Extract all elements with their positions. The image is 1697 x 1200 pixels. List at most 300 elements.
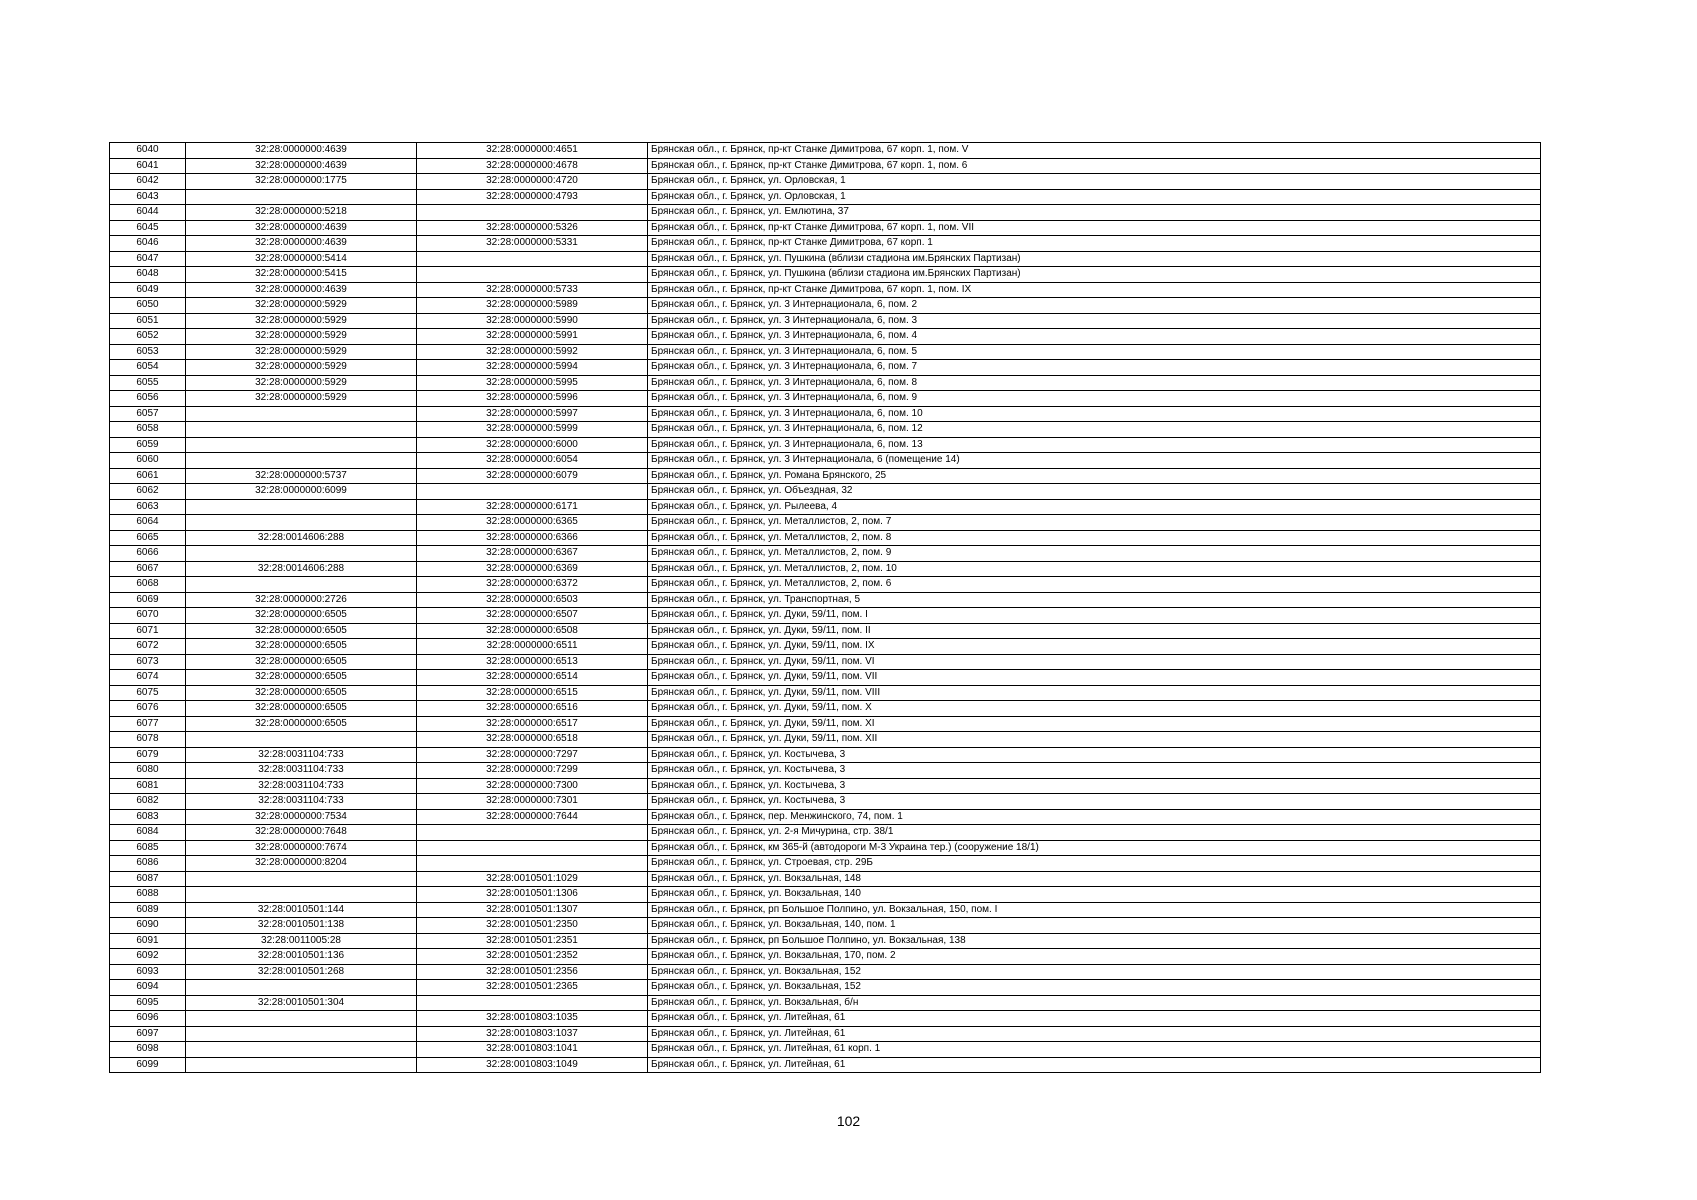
cell-parcel-number <box>186 1026 417 1042</box>
cell-row-number: 6060 <box>110 453 186 469</box>
cell-row-number: 6088 <box>110 887 186 903</box>
cell-address: Брянская обл., г. Брянск, ул. Пушкина (вблизи стадиона им.Брянских Партизан) <box>648 251 1541 267</box>
cell-row-number: 6064 <box>110 515 186 531</box>
cell-parcel-number: 32:28:0014606:288 <box>186 561 417 577</box>
cell-address: Брянская обл., г. Брянск, пр-кт Станке Димитрова, 67 корп. 1, пом. VII <box>648 220 1541 236</box>
cell-object-number: 32:28:0000000:5331 <box>417 236 648 252</box>
cell-object-number: 32:28:0000000:5991 <box>417 329 648 345</box>
cell-parcel-number: 32:28:0000000:5929 <box>186 313 417 329</box>
cell-row-number: 6094 <box>110 980 186 996</box>
cell-object-number: 32:28:0000000:6079 <box>417 468 648 484</box>
cell-parcel-number: 32:28:0031104:733 <box>186 747 417 763</box>
cell-object-number: 32:28:0010501:2365 <box>417 980 648 996</box>
cell-parcel-number: 32:28:0000000:5414 <box>186 251 417 267</box>
cell-object-number: 32:28:0000000:6503 <box>417 592 648 608</box>
cell-object-number: 32:28:0000000:6054 <box>417 453 648 469</box>
cell-row-number: 6083 <box>110 809 186 825</box>
cell-address: Брянская обл., г. Брянск, ул. Вокзальная, 148 <box>648 871 1541 887</box>
cell-object-number: 32:28:0010803:1035 <box>417 1011 648 1027</box>
table-row <box>110 995 1541 1011</box>
table-row <box>110 267 1541 283</box>
cell-parcel-number <box>186 577 417 593</box>
cell-address: Брянская обл., г. Брянск, ул. Дуки, 59/11, пом. VI <box>648 654 1541 670</box>
cell-object-number: 32:28:0000000:5733 <box>417 282 648 298</box>
cell-parcel-number: 32:28:0000000:5415 <box>186 267 417 283</box>
cell-object-number: 32:28:0010501:1306 <box>417 887 648 903</box>
cell-address: Брянская обл., г. Брянск, ул. Вокзальная, б/н <box>648 995 1541 1011</box>
table-row <box>110 902 1541 918</box>
cell-address: Брянская обл., г. Брянск, ул. 3 Интернационала, 6, пом. 3 <box>648 313 1541 329</box>
table-row <box>110 887 1541 903</box>
cell-row-number: 6045 <box>110 220 186 236</box>
cell-row-number: 6075 <box>110 685 186 701</box>
cell-row-number: 6073 <box>110 654 186 670</box>
table-row <box>110 189 1541 205</box>
cell-row-number: 6043 <box>110 189 186 205</box>
cell-row-number: 6040 <box>110 143 186 159</box>
cell-object-number: 32:28:0000000:7297 <box>417 747 648 763</box>
cell-row-number: 6070 <box>110 608 186 624</box>
cell-object-number <box>417 825 648 841</box>
table-row <box>110 360 1541 376</box>
cell-row-number: 6063 <box>110 499 186 515</box>
cell-object-number: 32:28:0000000:5326 <box>417 220 648 236</box>
cell-address: Брянская обл., г. Брянск, ул. Литейная, 61 <box>648 1057 1541 1073</box>
table-row <box>110 329 1541 345</box>
cell-object-number: 32:28:0010501:1307 <box>417 902 648 918</box>
cell-address: Брянская обл., г. Брянск, ул. Орловская, 1 <box>648 189 1541 205</box>
cell-address: Брянская обл., г. Брянск, ул. 3 Интернационала, 6, пом. 10 <box>648 406 1541 422</box>
cell-parcel-number <box>186 732 417 748</box>
cell-address: Брянская обл., г. Брянск, ул. Металлистов, 2, пом. 6 <box>648 577 1541 593</box>
table-row <box>110 701 1541 717</box>
cell-parcel-number: 32:28:0000000:5929 <box>186 329 417 345</box>
table-row <box>110 716 1541 732</box>
cell-row-number: 6074 <box>110 670 186 686</box>
cell-parcel-number <box>186 1042 417 1058</box>
cell-object-number <box>417 995 648 1011</box>
cell-address: Брянская обл., г. Брянск, ул. Дуки, 59/11, пом. XII <box>648 732 1541 748</box>
cell-parcel-number: 32:28:0010501:144 <box>186 902 417 918</box>
cell-parcel-number: 32:28:0010501:136 <box>186 949 417 965</box>
cell-address: Брянская обл., г. Брянск, ул. Металлистов, 2, пом. 10 <box>648 561 1541 577</box>
cell-parcel-number: 32:28:0000000:5218 <box>186 205 417 221</box>
cell-address: Брянская обл., г. Брянск, км 365-й (автодороги М-3 Украина тер.) (сооружение 18/1) <box>648 840 1541 856</box>
cell-object-number: 32:28:0000000:6518 <box>417 732 648 748</box>
table-row <box>110 670 1541 686</box>
cell-row-number: 6077 <box>110 716 186 732</box>
cell-object-number: 32:28:0000000:6517 <box>417 716 648 732</box>
cell-object-number <box>417 840 648 856</box>
cell-parcel-number: 32:28:0000000:7534 <box>186 809 417 825</box>
cell-address: Брянская обл., г. Брянск, ул. Литейная, 61 <box>648 1026 1541 1042</box>
cell-row-number: 6044 <box>110 205 186 221</box>
cell-object-number: 32:28:0000000:5992 <box>417 344 648 360</box>
cell-parcel-number: 32:28:0000000:6505 <box>186 685 417 701</box>
table-row <box>110 747 1541 763</box>
cell-row-number: 6098 <box>110 1042 186 1058</box>
cell-row-number: 6081 <box>110 778 186 794</box>
cell-row-number: 6086 <box>110 856 186 872</box>
cell-row-number: 6042 <box>110 174 186 190</box>
cell-object-number: 32:28:0000000:4720 <box>417 174 648 190</box>
cell-object-number: 32:28:0010501:2351 <box>417 933 648 949</box>
table-row <box>110 298 1541 314</box>
table-row <box>110 1042 1541 1058</box>
cell-address: Брянская обл., г. Брянск, ул. Металлистов, 2, пом. 7 <box>648 515 1541 531</box>
cell-address: Брянская обл., г. Брянск, пр-кт Станке Димитрова, 67 корп. 1, пом. IX <box>648 282 1541 298</box>
cell-row-number: 6052 <box>110 329 186 345</box>
cell-parcel-number <box>186 189 417 205</box>
table-row <box>110 546 1541 562</box>
cell-address: Брянская обл., г. Брянск, ул. 3 Интернационала, 6, пом. 7 <box>648 360 1541 376</box>
cell-object-number: 32:28:0000000:6171 <box>417 499 648 515</box>
cell-address: Брянская обл., г. Брянск, ул. Вокзальная, 152 <box>648 964 1541 980</box>
cell-row-number: 6079 <box>110 747 186 763</box>
cell-row-number: 6053 <box>110 344 186 360</box>
table-row <box>110 530 1541 546</box>
table-row <box>110 205 1541 221</box>
cell-object-number: 32:28:0000000:5999 <box>417 422 648 438</box>
cell-parcel-number: 32:28:0000000:7648 <box>186 825 417 841</box>
cell-parcel-number <box>186 406 417 422</box>
cell-parcel-number: 32:28:0000000:4639 <box>186 158 417 174</box>
cell-object-number: 32:28:0000000:6369 <box>417 561 648 577</box>
cell-address: Брянская обл., г. Брянск, ул. 3 Интернационала, 6 (помещение 14) <box>648 453 1541 469</box>
cell-object-number <box>417 267 648 283</box>
table-row <box>110 856 1541 872</box>
cell-address: Брянская обл., г. Брянск, ул. 3 Интернационала, 6, пом. 5 <box>648 344 1541 360</box>
cell-address: Брянская обл., г. Брянск, ул. Орловская, 1 <box>648 174 1541 190</box>
cell-address: Брянская обл., г. Брянск, ул. Дуки, 59/11, пом. I <box>648 608 1541 624</box>
cell-parcel-number: 32:28:0000000:6505 <box>186 701 417 717</box>
table-row <box>110 871 1541 887</box>
cell-object-number: 32:28:0000000:6367 <box>417 546 648 562</box>
cell-object-number: 32:28:0000000:5989 <box>417 298 648 314</box>
cell-row-number: 6062 <box>110 484 186 500</box>
cell-row-number: 6085 <box>110 840 186 856</box>
table-row <box>110 1026 1541 1042</box>
cell-parcel-number: 32:28:0000000:7674 <box>186 840 417 856</box>
cell-row-number: 6069 <box>110 592 186 608</box>
cell-address: Брянская обл., г. Брянск, ул. Строевая, стр. 29Б <box>648 856 1541 872</box>
cell-row-number: 6067 <box>110 561 186 577</box>
cell-row-number: 6096 <box>110 1011 186 1027</box>
cell-object-number: 32:28:0010501:2350 <box>417 918 648 934</box>
cell-object-number: 32:28:0000000:7300 <box>417 778 648 794</box>
cell-parcel-number: 32:28:0000000:6505 <box>186 639 417 655</box>
cell-object-number: 32:28:0010501:2352 <box>417 949 648 965</box>
table-row <box>110 375 1541 391</box>
cell-address: Брянская обл., г. Брянск, ул. 3 Интернационала, 6, пом. 8 <box>648 375 1541 391</box>
cell-address: Брянская обл., г. Брянск, ул. 3 Интернационала, 6, пом. 9 <box>648 391 1541 407</box>
cell-row-number: 6050 <box>110 298 186 314</box>
table-row <box>110 964 1541 980</box>
cell-row-number: 6078 <box>110 732 186 748</box>
table-row <box>110 685 1541 701</box>
cell-object-number: 32:28:0000000:6366 <box>417 530 648 546</box>
cell-row-number: 6048 <box>110 267 186 283</box>
table-row <box>110 143 1541 159</box>
table-row <box>110 484 1541 500</box>
cell-row-number: 6068 <box>110 577 186 593</box>
cell-object-number: 32:28:0000000:6372 <box>417 577 648 593</box>
cell-parcel-number <box>186 515 417 531</box>
cell-address: Брянская обл., г. Брянск, пр-кт Станке Димитрова, 67 корп. 1, пом. 6 <box>648 158 1541 174</box>
table-row <box>110 1011 1541 1027</box>
cell-row-number: 6065 <box>110 530 186 546</box>
table-row <box>110 639 1541 655</box>
cell-parcel-number: 32:28:0031104:733 <box>186 778 417 794</box>
cell-address: Брянская обл., г. Брянск, ул. 3 Интернационала, 6, пом. 13 <box>648 437 1541 453</box>
cell-address: Брянская обл., г. Брянск, ул. Костычева, 3 <box>648 794 1541 810</box>
cell-parcel-number: 32:28:0000000:5929 <box>186 360 417 376</box>
cadastral-table <box>109 142 1541 1073</box>
cell-parcel-number <box>186 887 417 903</box>
table-row <box>110 1057 1541 1073</box>
table-row <box>110 949 1541 965</box>
page-number: 102 <box>836 1113 861 1129</box>
cell-address: Брянская обл., г. Брянск, ул. 3 Интернационала, 6, пом. 12 <box>648 422 1541 438</box>
cell-object-number: 32:28:0000000:6507 <box>417 608 648 624</box>
cell-parcel-number: 32:28:0000000:4639 <box>186 282 417 298</box>
table-row <box>110 561 1541 577</box>
table-row <box>110 778 1541 794</box>
cell-row-number: 6087 <box>110 871 186 887</box>
cell-parcel-number: 32:28:0000000:6505 <box>186 670 417 686</box>
cell-row-number: 6092 <box>110 949 186 965</box>
cell-address: Брянская обл., г. Брянск, ул. Объездная, 32 <box>648 484 1541 500</box>
cell-object-number: 32:28:0000000:6365 <box>417 515 648 531</box>
cell-address: Брянская обл., г. Брянск, ул. Рылеева, 4 <box>648 499 1541 515</box>
cell-row-number: 6055 <box>110 375 186 391</box>
cell-address: Брянская обл., г. Брянск, пер. Менжинского, 74, пом. 1 <box>648 809 1541 825</box>
cell-parcel-number: 32:28:0010501:304 <box>186 995 417 1011</box>
cell-parcel-number: 32:28:0000000:2726 <box>186 592 417 608</box>
cell-parcel-number: 32:28:0000000:4639 <box>186 236 417 252</box>
table-row <box>110 251 1541 267</box>
table-row <box>110 809 1541 825</box>
cell-address: Брянская обл., г. Брянск, ул. Литейная, 61 корп. 1 <box>648 1042 1541 1058</box>
cell-parcel-number: 32:28:0000000:6505 <box>186 623 417 639</box>
cell-parcel-number <box>186 499 417 515</box>
cell-address: Брянская обл., г. Брянск, ул. Костычева, 3 <box>648 778 1541 794</box>
cell-object-number: 32:28:0000000:5994 <box>417 360 648 376</box>
cell-row-number: 6056 <box>110 391 186 407</box>
table-row <box>110 406 1541 422</box>
cell-address: Брянская обл., г. Брянск, пр-кт Станке Димитрова, 67 корп. 1 <box>648 236 1541 252</box>
cell-parcel-number: 32:28:0000000:6505 <box>186 716 417 732</box>
cell-parcel-number: 32:28:0000000:4639 <box>186 143 417 159</box>
cell-address: Брянская обл., г. Брянск, ул. Вокзальная, 170, пом. 2 <box>648 949 1541 965</box>
cell-object-number <box>417 205 648 221</box>
cell-address: Брянская обл., г. Брянск, пр-кт Станке Димитрова, 67 корп. 1, пом. V <box>648 143 1541 159</box>
cell-object-number: 32:28:0000000:5995 <box>417 375 648 391</box>
cell-parcel-number: 32:28:0000000:6099 <box>186 484 417 500</box>
table-row <box>110 468 1541 484</box>
cell-row-number: 6061 <box>110 468 186 484</box>
cell-row-number: 6082 <box>110 794 186 810</box>
table-row <box>110 732 1541 748</box>
table-row <box>110 825 1541 841</box>
cell-address: Брянская обл., г. Брянск, ул. Дуки, 59/11, пом. IX <box>648 639 1541 655</box>
table-row <box>110 499 1541 515</box>
cell-address: Брянская обл., г. Брянск, ул. Литейная, 61 <box>648 1011 1541 1027</box>
cell-row-number: 6046 <box>110 236 186 252</box>
cell-object-number: 32:28:0000000:5990 <box>417 313 648 329</box>
cell-parcel-number: 32:28:0000000:5929 <box>186 375 417 391</box>
cell-parcel-number: 32:28:0010501:268 <box>186 964 417 980</box>
cell-row-number: 6091 <box>110 933 186 949</box>
cell-row-number: 6095 <box>110 995 186 1011</box>
cell-row-number: 6089 <box>110 902 186 918</box>
cell-parcel-number: 32:28:0000000:5737 <box>186 468 417 484</box>
table-row <box>110 608 1541 624</box>
cell-row-number: 6076 <box>110 701 186 717</box>
cell-object-number: 32:28:0000000:5997 <box>417 406 648 422</box>
cell-parcel-number <box>186 1011 417 1027</box>
cell-object-number <box>417 251 648 267</box>
cell-object-number: 32:28:0000000:6515 <box>417 685 648 701</box>
cell-address: Брянская обл., г. Брянск, ул. Пушкина (вблизи стадиона им.Брянских Партизан) <box>648 267 1541 283</box>
cell-object-number: 32:28:0000000:6516 <box>417 701 648 717</box>
cell-object-number: 32:28:0000000:6000 <box>417 437 648 453</box>
table-row <box>110 577 1541 593</box>
table-row <box>110 933 1541 949</box>
cell-object-number: 32:28:0010501:2356 <box>417 964 648 980</box>
cell-row-number: 6097 <box>110 1026 186 1042</box>
cell-object-number <box>417 856 648 872</box>
table-row <box>110 515 1541 531</box>
cell-address: Брянская обл., г. Брянск, ул. Костычева, 3 <box>648 747 1541 763</box>
cell-parcel-number: 32:28:0000000:6505 <box>186 654 417 670</box>
cell-address: Брянская обл., г. Брянск, ул. 3 Интернационала, 6, пом. 2 <box>648 298 1541 314</box>
cell-row-number: 6090 <box>110 918 186 934</box>
table-row <box>110 158 1541 174</box>
cell-object-number: 32:28:0010501:1029 <box>417 871 648 887</box>
cell-address: Брянская обл., г. Брянск, ул. 2-я Мичурина, стр. 38/1 <box>648 825 1541 841</box>
cell-address: Брянская обл., г. Брянск, ул. Дуки, 59/11, пом. VII <box>648 670 1541 686</box>
cell-parcel-number <box>186 546 417 562</box>
cell-parcel-number: 32:28:0000000:5929 <box>186 344 417 360</box>
table-row <box>110 422 1541 438</box>
cell-object-number <box>417 484 648 500</box>
table-row <box>110 437 1541 453</box>
cell-address: Брянская обл., г. Брянск, ул. Вокзальная, 152 <box>648 980 1541 996</box>
cell-parcel-number <box>186 1057 417 1073</box>
table-body <box>110 143 1541 1073</box>
cell-object-number: 32:28:0000000:6514 <box>417 670 648 686</box>
cell-address: Брянская обл., г. Брянск, ул. Транспортная, 5 <box>648 592 1541 608</box>
cell-row-number: 6084 <box>110 825 186 841</box>
cell-address: Брянская обл., г. Брянск, ул. Романа Брянского, 25 <box>648 468 1541 484</box>
cell-parcel-number: 32:28:0000000:5929 <box>186 298 417 314</box>
cell-address: Брянская обл., г. Брянск, рп Большое Полпино, ул. Вокзальная, 150, пом. I <box>648 902 1541 918</box>
cell-object-number: 32:28:0000000:6513 <box>417 654 648 670</box>
table-row <box>110 236 1541 252</box>
cell-address: Брянская обл., г. Брянск, рп Большое Полпино, ул. Вокзальная, 138 <box>648 933 1541 949</box>
table-row <box>110 592 1541 608</box>
cell-address: Брянская обл., г. Брянск, ул. 3 Интернационала, 6, пом. 4 <box>648 329 1541 345</box>
cell-address: Брянская обл., г. Брянск, ул. Дуки, 59/11, пом. II <box>648 623 1541 639</box>
table-row <box>110 313 1541 329</box>
cell-address: Брянская обл., г. Брянск, ул. Костычева, 3 <box>648 763 1541 779</box>
cell-parcel-number: 32:28:0000000:8204 <box>186 856 417 872</box>
cell-row-number: 6059 <box>110 437 186 453</box>
cell-address: Брянская обл., г. Брянск, ул. Металлистов, 2, пом. 9 <box>648 546 1541 562</box>
cell-row-number: 6080 <box>110 763 186 779</box>
cell-parcel-number <box>186 453 417 469</box>
table-row <box>110 840 1541 856</box>
table-row <box>110 980 1541 996</box>
cell-object-number: 32:28:0000000:4651 <box>417 143 648 159</box>
cell-row-number: 6049 <box>110 282 186 298</box>
cell-parcel-number <box>186 422 417 438</box>
cell-row-number: 6054 <box>110 360 186 376</box>
cell-row-number: 6093 <box>110 964 186 980</box>
cell-object-number: 32:28:0000000:7299 <box>417 763 648 779</box>
cell-row-number: 6071 <box>110 623 186 639</box>
table-row <box>110 918 1541 934</box>
cell-object-number: 32:28:0010803:1037 <box>417 1026 648 1042</box>
cell-row-number: 6066 <box>110 546 186 562</box>
cell-address: Брянская обл., г. Брянск, ул. Дуки, 59/11, пом. XI <box>648 716 1541 732</box>
cell-address: Брянская обл., г. Брянск, ул. Дуки, 59/11, пом. X <box>648 701 1541 717</box>
cell-parcel-number <box>186 980 417 996</box>
cell-address: Брянская обл., г. Брянск, ул. Вокзальная, 140, пом. 1 <box>648 918 1541 934</box>
cell-row-number: 6058 <box>110 422 186 438</box>
cell-parcel-number: 32:28:0000000:6505 <box>186 608 417 624</box>
cell-parcel-number: 32:28:0011005:28 <box>186 933 417 949</box>
cell-parcel-number: 32:28:0014606:288 <box>186 530 417 546</box>
table-row <box>110 763 1541 779</box>
table-row <box>110 453 1541 469</box>
cell-address: Брянская обл., г. Брянск, ул. Металлистов, 2, пом. 8 <box>648 530 1541 546</box>
cell-parcel-number: 32:28:0031104:733 <box>186 763 417 779</box>
cell-object-number: 32:28:0000000:4678 <box>417 158 648 174</box>
cell-row-number: 6047 <box>110 251 186 267</box>
table-row <box>110 794 1541 810</box>
cell-parcel-number: 32:28:0000000:1775 <box>186 174 417 190</box>
cell-object-number: 32:28:0000000:7301 <box>417 794 648 810</box>
cell-object-number: 32:28:0000000:4793 <box>417 189 648 205</box>
table-row <box>110 220 1541 236</box>
cell-row-number: 6099 <box>110 1057 186 1073</box>
cell-parcel-number: 32:28:0031104:733 <box>186 794 417 810</box>
cell-object-number: 32:28:0000000:5996 <box>417 391 648 407</box>
table-row <box>110 654 1541 670</box>
cell-parcel-number: 32:28:0000000:4639 <box>186 220 417 236</box>
table-row <box>110 174 1541 190</box>
cell-object-number: 32:28:0010803:1041 <box>417 1042 648 1058</box>
table-row <box>110 391 1541 407</box>
cell-object-number: 32:28:0000000:6511 <box>417 639 648 655</box>
cell-object-number: 32:28:0010803:1049 <box>417 1057 648 1073</box>
cell-row-number: 6051 <box>110 313 186 329</box>
cell-address: Брянская обл., г. Брянск, ул. Дуки, 59/11, пом. VIII <box>648 685 1541 701</box>
cell-row-number: 6041 <box>110 158 186 174</box>
cell-row-number: 6057 <box>110 406 186 422</box>
cell-object-number: 32:28:0000000:7644 <box>417 809 648 825</box>
cell-parcel-number: 32:28:0000000:5929 <box>186 391 417 407</box>
cell-row-number: 6072 <box>110 639 186 655</box>
table-row <box>110 623 1541 639</box>
table-row <box>110 344 1541 360</box>
cell-address: Брянская обл., г. Брянск, ул. Вокзальная, 140 <box>648 887 1541 903</box>
cell-parcel-number: 32:28:0010501:138 <box>186 918 417 934</box>
cell-object-number: 32:28:0000000:6508 <box>417 623 648 639</box>
cell-parcel-number <box>186 437 417 453</box>
